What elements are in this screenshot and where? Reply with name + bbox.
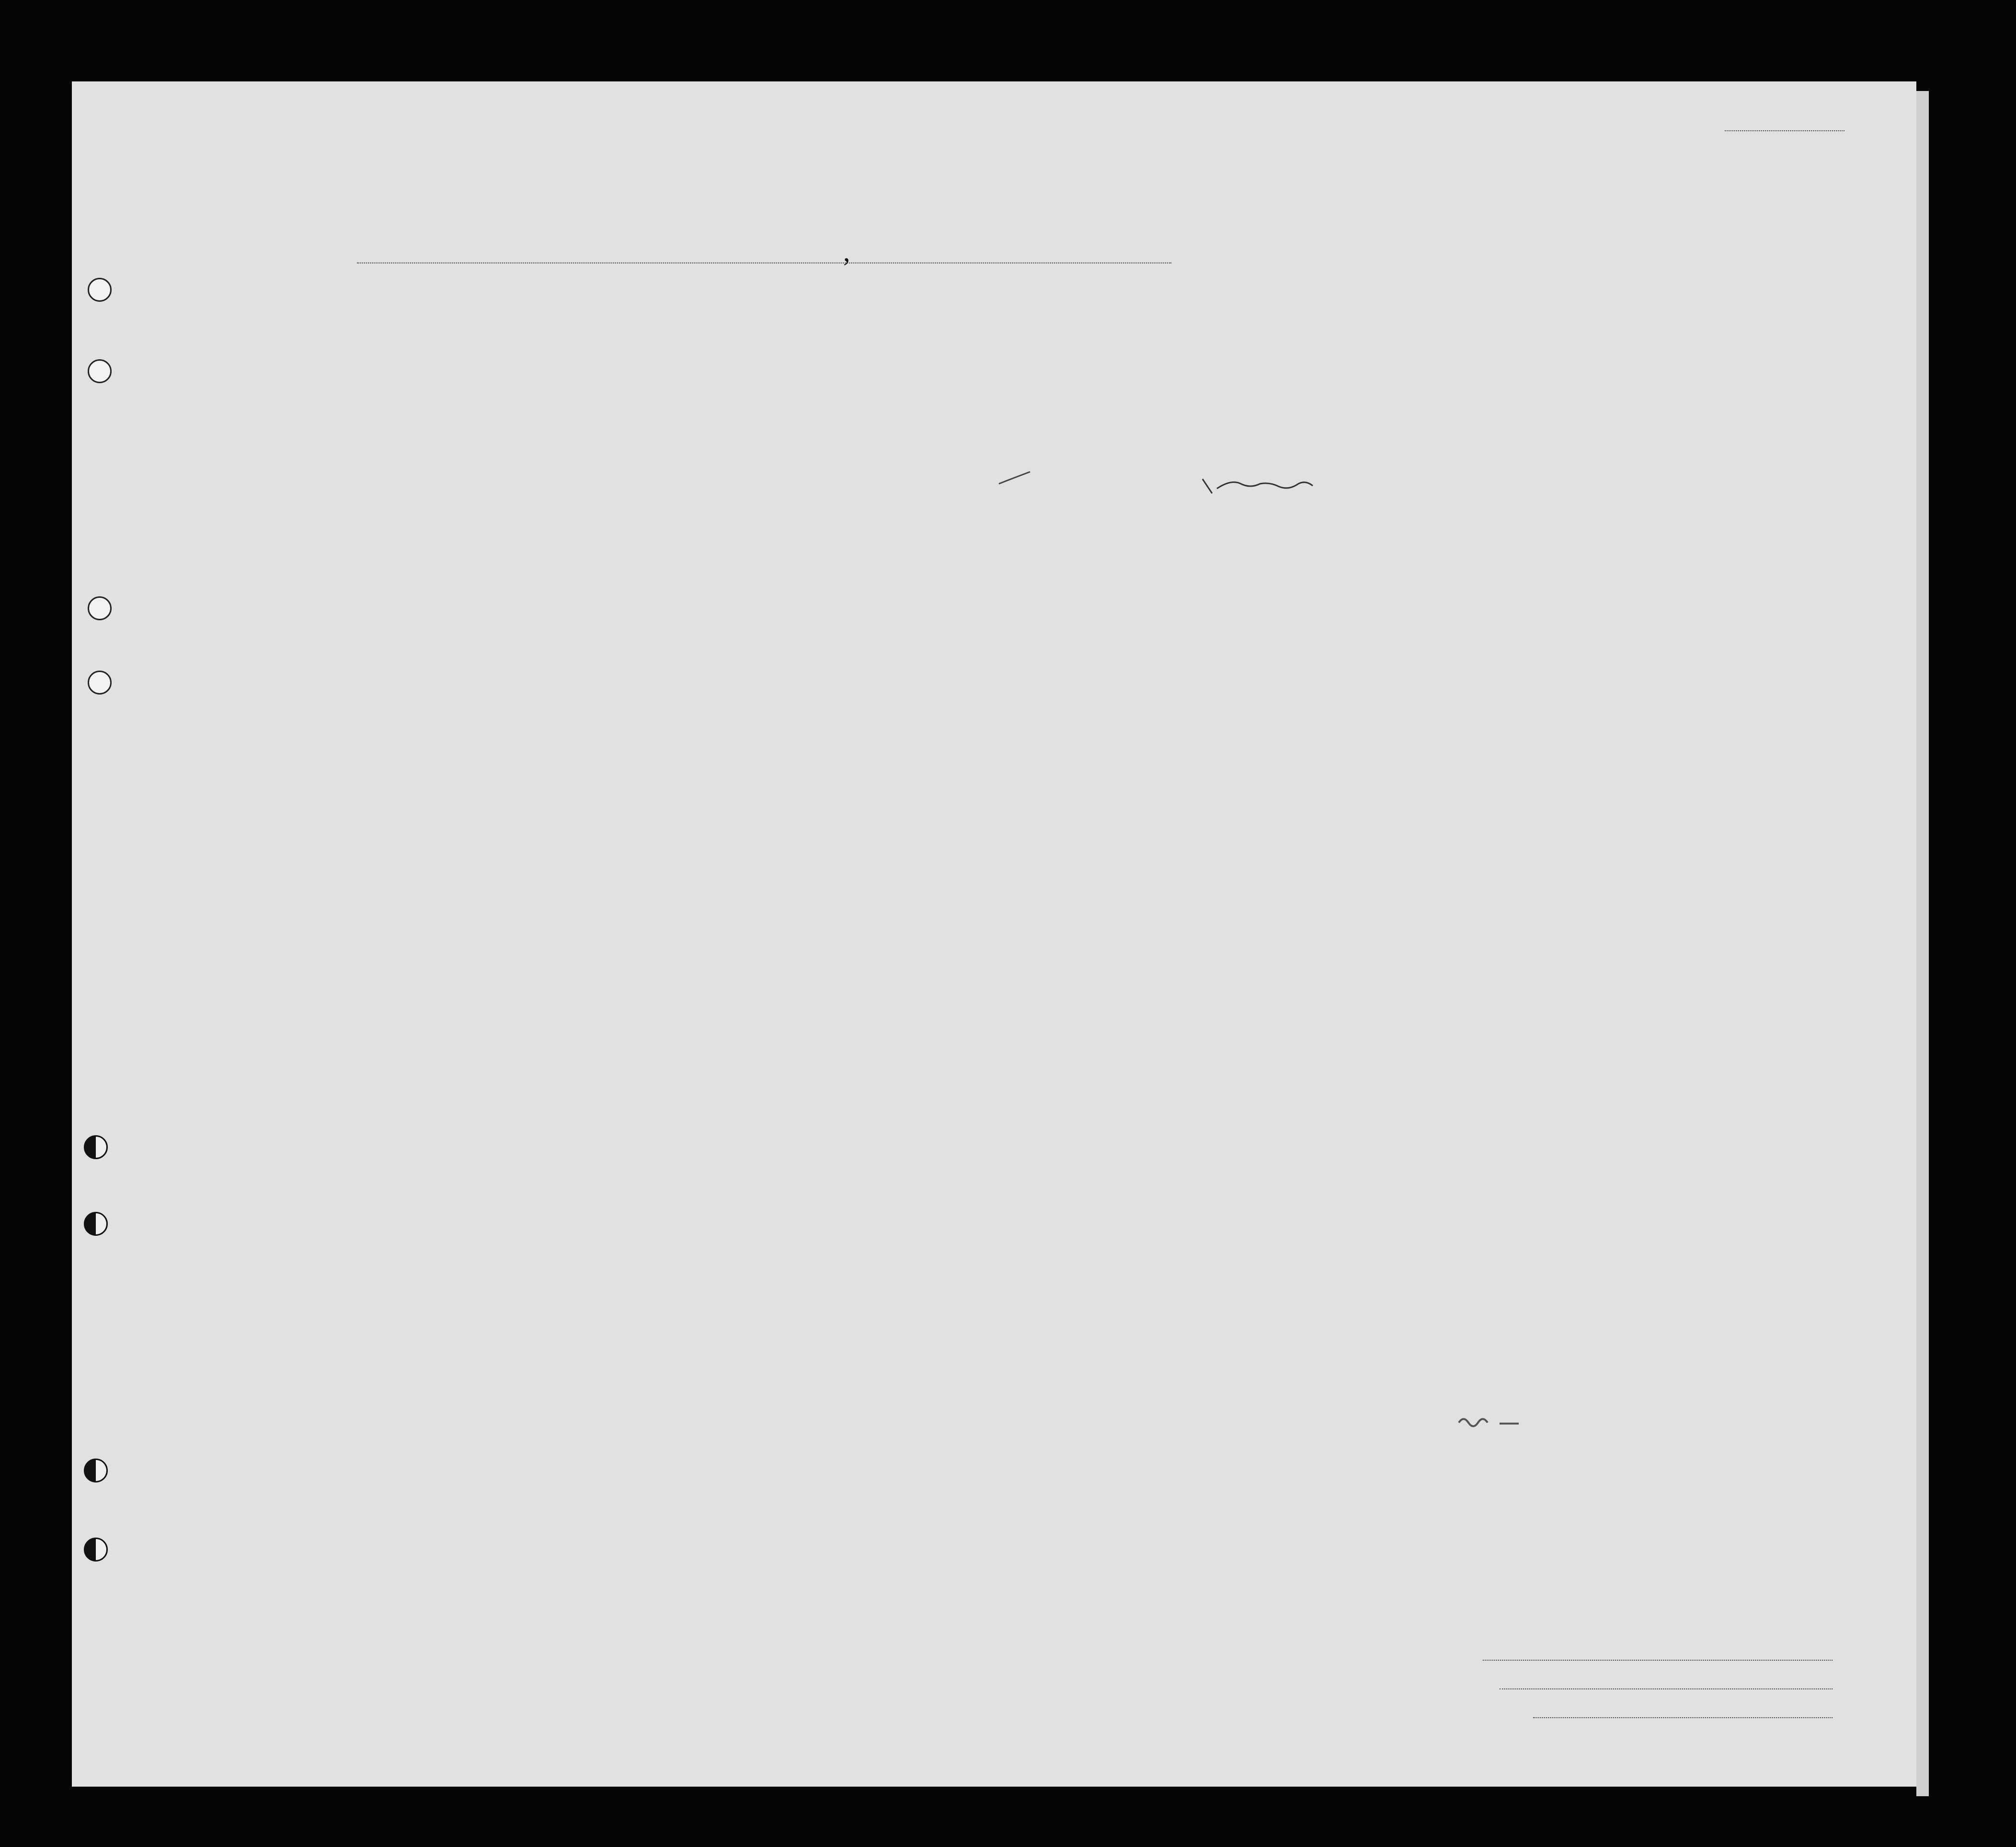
header-q29: [1395, 316, 1429, 441]
header-money: [704, 316, 723, 443]
check-mark: [997, 469, 1035, 489]
header-q28: [1345, 316, 1393, 441]
stamp-smudge: [1456, 1413, 1538, 1432]
agents-underline: [1533, 1717, 1833, 1718]
header-prison: [1255, 316, 1286, 441]
header-inches: [1617, 407, 1629, 443]
header-ticket: [584, 316, 603, 443]
header-citizen: [1222, 343, 1248, 441]
owners-underline: [1500, 1688, 1833, 1689]
header-polygamist: [1299, 316, 1314, 441]
comma-sep: ,: [843, 236, 850, 267]
header-length: [1185, 343, 1214, 441]
header-q30: [1432, 316, 1451, 441]
header-anarchist: [1324, 316, 1339, 441]
header-feet: [1594, 417, 1606, 443]
pencil-annotation: [1198, 469, 1327, 498]
header-q31: [1455, 316, 1474, 441]
line-underline: [1483, 1660, 1833, 1661]
header-return: [1149, 343, 1178, 441]
